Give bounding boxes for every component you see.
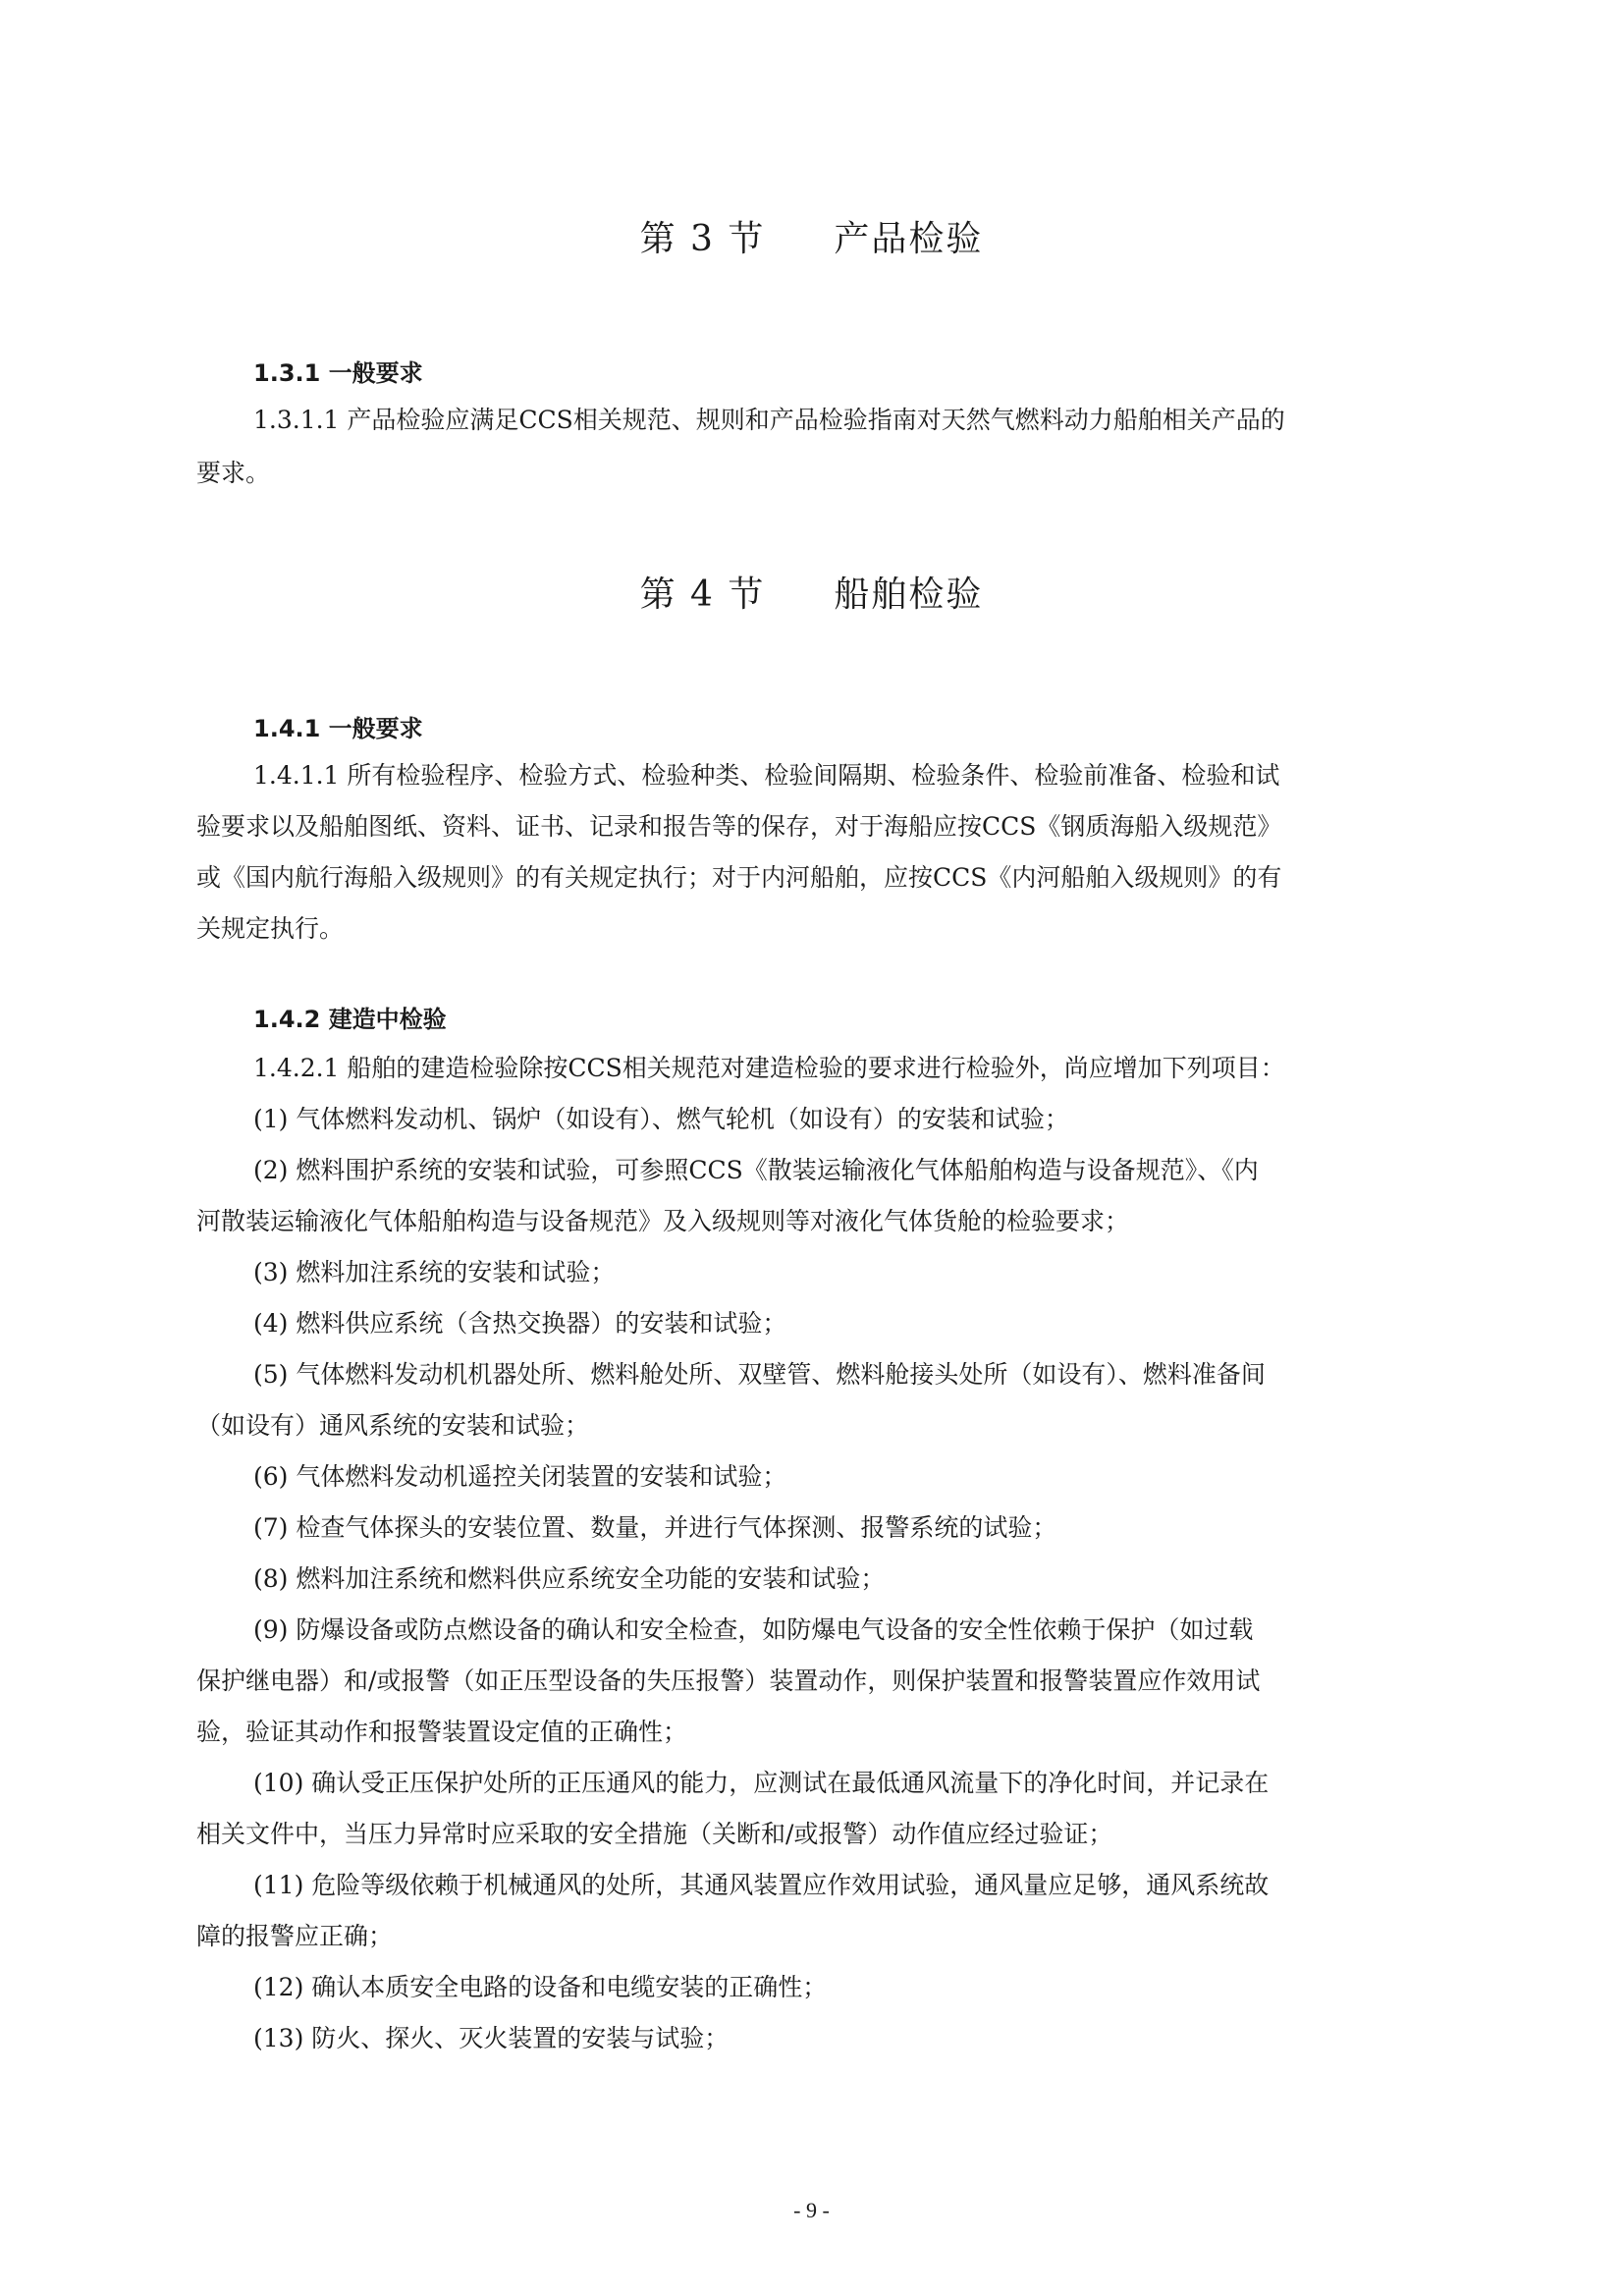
section-4-title bbox=[0, 574, 1623, 616]
section-name: 船舶检验 bbox=[834, 574, 984, 615]
list-item: (10) 确认受正压保护处所的正压通风的能力，应测试在最低通风流量下的净化时间，并记录在 bbox=[253, 1769, 1270, 1797]
list-item: (7) 检查气体探头的安装位置、数量，并进行气体探测、报警系统的试验； bbox=[253, 1513, 1057, 1542]
section-name: 产品检验 bbox=[834, 219, 984, 259]
section-number: 第 3 节 bbox=[639, 219, 766, 259]
list-item-continuation: （如设有）通风系统的安装和试验； bbox=[196, 1411, 590, 1440]
list-item-continuation: 障的报警应正确； bbox=[196, 1922, 394, 1950]
list-item: (6) 气体燃料发动机遥控关闭装置的安装和试验； bbox=[253, 1462, 787, 1491]
paragraph-line: 或《国内航行海船入级规则》的有关规定执行；对于内河船舶，应按CCS《内河船舶入级规则》的有 bbox=[196, 863, 1282, 892]
paragraph-line: 验要求以及船舶图纸、资料、证书、记录和报告等的保存，对于海船应按CCS《钢质海船入级规范》 bbox=[196, 812, 1282, 841]
heading-1-4-1: 1.4.1 一般要求 bbox=[253, 715, 423, 742]
section-3-title bbox=[0, 218, 1623, 260]
paragraph-line: 要求。 bbox=[196, 459, 271, 487]
list-item: (4) 燃料供应系统（含热交换器）的安装和试验； bbox=[253, 1309, 787, 1338]
list-item: (11) 危险等级依赖于机械通风的处所，其通风装置应作效用试验，通风量应足够，通风系统故 bbox=[253, 1871, 1270, 1899]
paragraph-line: 1.3.1.1 产品检验应满足CCS相关规范、规则和产品检验指南对天然气燃料动力船舶相关产品的 bbox=[253, 406, 1285, 434]
list-item: (1) 气体燃料发动机、锅炉（如设有）、燃气轮机（如设有）的安装和试验； bbox=[253, 1105, 1069, 1133]
list-item: (9) 防爆设备或防点燃设备的确认和安全检查，如防爆电气设备的安全性依赖于保护（如过载 bbox=[253, 1615, 1254, 1644]
paragraph-line: 1.4.2.1 船舶的建造检验除按CCS相关规范对建造检验的要求进行检验外，尚应增加下列项目： bbox=[253, 1054, 1285, 1082]
page-number: - 9 - bbox=[793, 2198, 830, 2222]
heading-1-3-1: 1.3.1 一般要求 bbox=[253, 359, 423, 387]
list-item: (12) 确认本质安全电路的设备和电缆安装的正确性； bbox=[253, 1973, 828, 2001]
heading-1-4-2: 1.4.2 建造中检验 bbox=[253, 1006, 447, 1033]
list-item: (8) 燃料加注系统和燃料供应系统安全功能的安装和试验； bbox=[253, 1564, 886, 1593]
section-number: 第 4 节 bbox=[639, 574, 766, 615]
paragraph-line: 关规定执行。 bbox=[196, 914, 345, 943]
list-item: (2) 燃料围护系统的安装和试验，可参照CCS《散装运输液化气体船舶构造与设备规范》、《内 bbox=[253, 1156, 1259, 1184]
list-item: (5) 气体燃料发动机机器处所、燃料舱处所、双壁管、燃料舱接头处所（如设有）、燃料准备间 bbox=[253, 1360, 1266, 1389]
list-item: (13) 防火、探火、灭火装置的安装与试验； bbox=[253, 2024, 730, 2052]
list-item-continuation: 保护继电器）和/或报警（如正压型设备的失压报警）装置动作，则保护装置和报警装置应作效用试 bbox=[196, 1667, 1261, 1695]
paragraph-line: 1.4.1.1 所有检验程序、检验方式、检验种类、检验间隔期、检验条件、检验前准备、检验和试 bbox=[253, 761, 1280, 790]
list-item-continuation: 河散装运输液化气体船舶构造与设备规范》及入级规则等对液化气体货舱的检验要求； bbox=[196, 1207, 1130, 1235]
list-item: (3) 燃料加注系统的安装和试验； bbox=[253, 1258, 616, 1286]
list-item-continuation: 相关文件中，当压力异常时应采取的安全措施（关断和/或报警）动作值应经过验证； bbox=[196, 1820, 1113, 1848]
list-item-continuation: 验，验证其动作和报警装置设定值的正确性； bbox=[196, 1718, 688, 1746]
